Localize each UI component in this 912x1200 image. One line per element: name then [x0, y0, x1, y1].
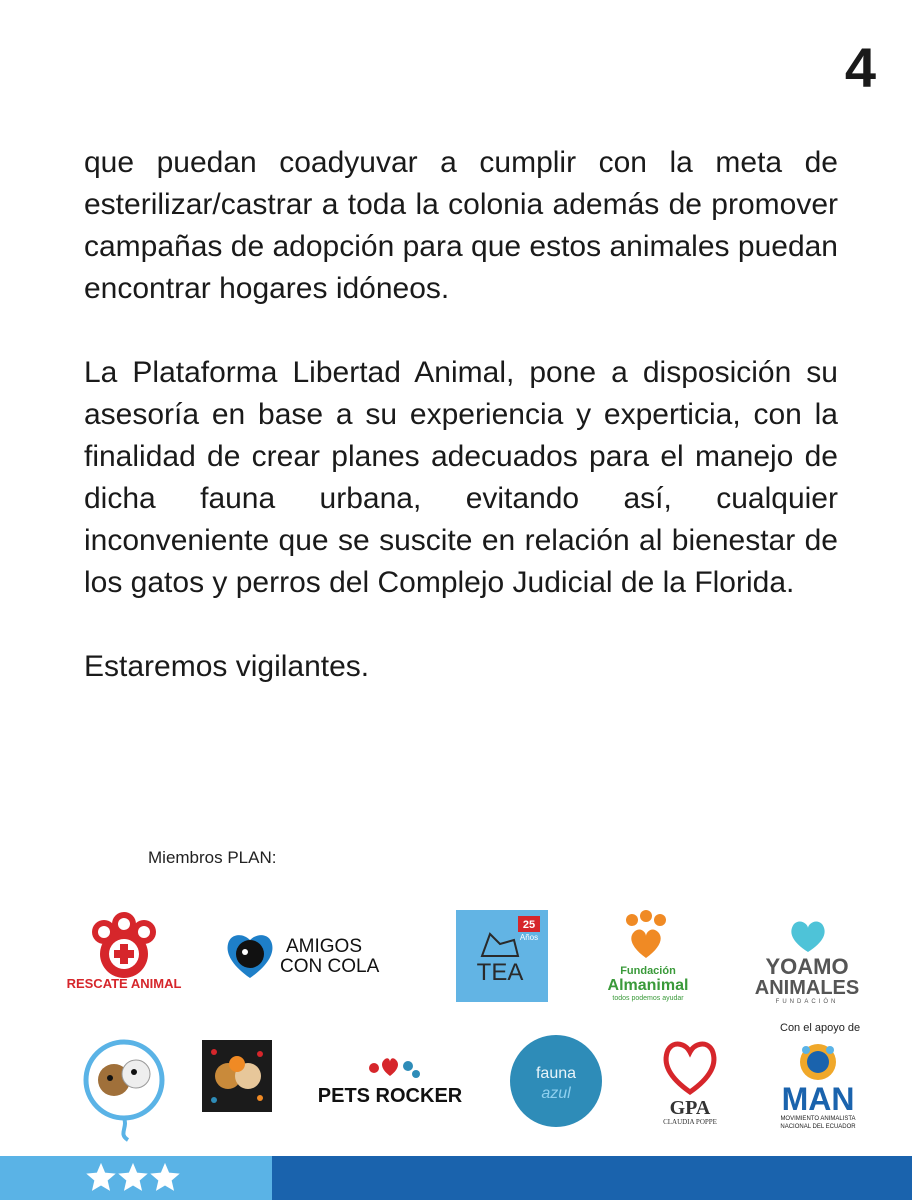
- svg-text:Fundación: Fundación: [620, 965, 676, 977]
- yo-amo-animales-logo: [748, 914, 866, 1004]
- svg-text:CLAUDIA POPPE: CLAUDIA POPPE: [663, 1118, 717, 1126]
- svg-text:YOAMO: YOAMO: [765, 954, 849, 979]
- svg-text:TEA: TEA: [476, 959, 524, 986]
- star-icon: [84, 1160, 118, 1194]
- svg-text:MAN: MAN: [781, 1081, 855, 1117]
- fundacion-almanimal-logo: [594, 912, 704, 1002]
- svg-text:RESCATE ANIMAL: RESCATE ANIMAL: [66, 976, 182, 991]
- amigos-con-cola-logo: [224, 928, 394, 984]
- svg-text:FUNDACIÓN: FUNDACIÓN: [775, 999, 839, 1005]
- closing-line: Estaremos vigilantes.: [84, 650, 370, 683]
- svg-text:GPA: GPA: [669, 1097, 711, 1119]
- svg-text:Años: Años: [519, 933, 539, 942]
- pet-collage-logo: [202, 1040, 272, 1112]
- page-number: 4: [844, 36, 876, 99]
- members-label: Miembros PLAN:: [148, 848, 277, 867]
- svg-text:fauna: fauna: [535, 1065, 577, 1082]
- svg-text:azul: azul: [541, 1085, 571, 1102]
- svg-text:AMIGOS: AMIGOS: [286, 936, 363, 957]
- svg-text:25: 25: [522, 919, 536, 931]
- svg-text:ANIMALES: ANIMALES: [754, 977, 860, 999]
- svg-text:PETS ROCKER: PETS ROCKER: [317, 1085, 463, 1107]
- footer-band-dark: [272, 1156, 912, 1200]
- star-icon: [116, 1160, 150, 1194]
- letter-body: [84, 142, 838, 688]
- svg-text:todos podemos ayudar: todos podemos ayudar: [612, 995, 684, 1002]
- svg-text:NACIONAL DEL ECUADOR: NACIONAL DEL ECUADOR: [780, 1124, 856, 1130]
- svg-text:Almanimal: Almanimal: [607, 977, 689, 994]
- tea-logo: [456, 910, 548, 1002]
- pets-rocker-logo: [317, 1054, 463, 1110]
- star-icon: [148, 1160, 182, 1194]
- svg-text:CON COLA: CON COLA: [280, 956, 380, 977]
- fauna-azul-logo: [508, 1034, 604, 1128]
- gpa-claudia-poppe-logo: [654, 1036, 726, 1128]
- paragraph: que puedan coadyuvar a cumplir con la meta de esterilizar/castrar a toda la colonia además de promover campañas de adopción para que estos animales puedan encontrar hogares idóneos.: [84, 146, 838, 305]
- support-label: Con el apoyo de: [780, 1022, 861, 1034]
- man-logo: [770, 1040, 866, 1130]
- cat-dog-character-logo: [78, 1034, 174, 1144]
- rescate-animal-logo: [66, 914, 182, 994]
- paragraph: La Plataforma Libertad Animal, pone a disposición su asesoría en base a su experiencia y experticia, con la finalidad de crear planes adecuados para el manejo de dicha fauna urbana, evitando así, cualquier inconveniente que se suscite en relación al bienestar de los gatos y perros del Complejo Judicial de la Florida.: [84, 356, 838, 599]
- svg-text:MOVIMIENTO ANIMALISTA: MOVIMIENTO ANIMALISTA: [780, 1116, 856, 1122]
